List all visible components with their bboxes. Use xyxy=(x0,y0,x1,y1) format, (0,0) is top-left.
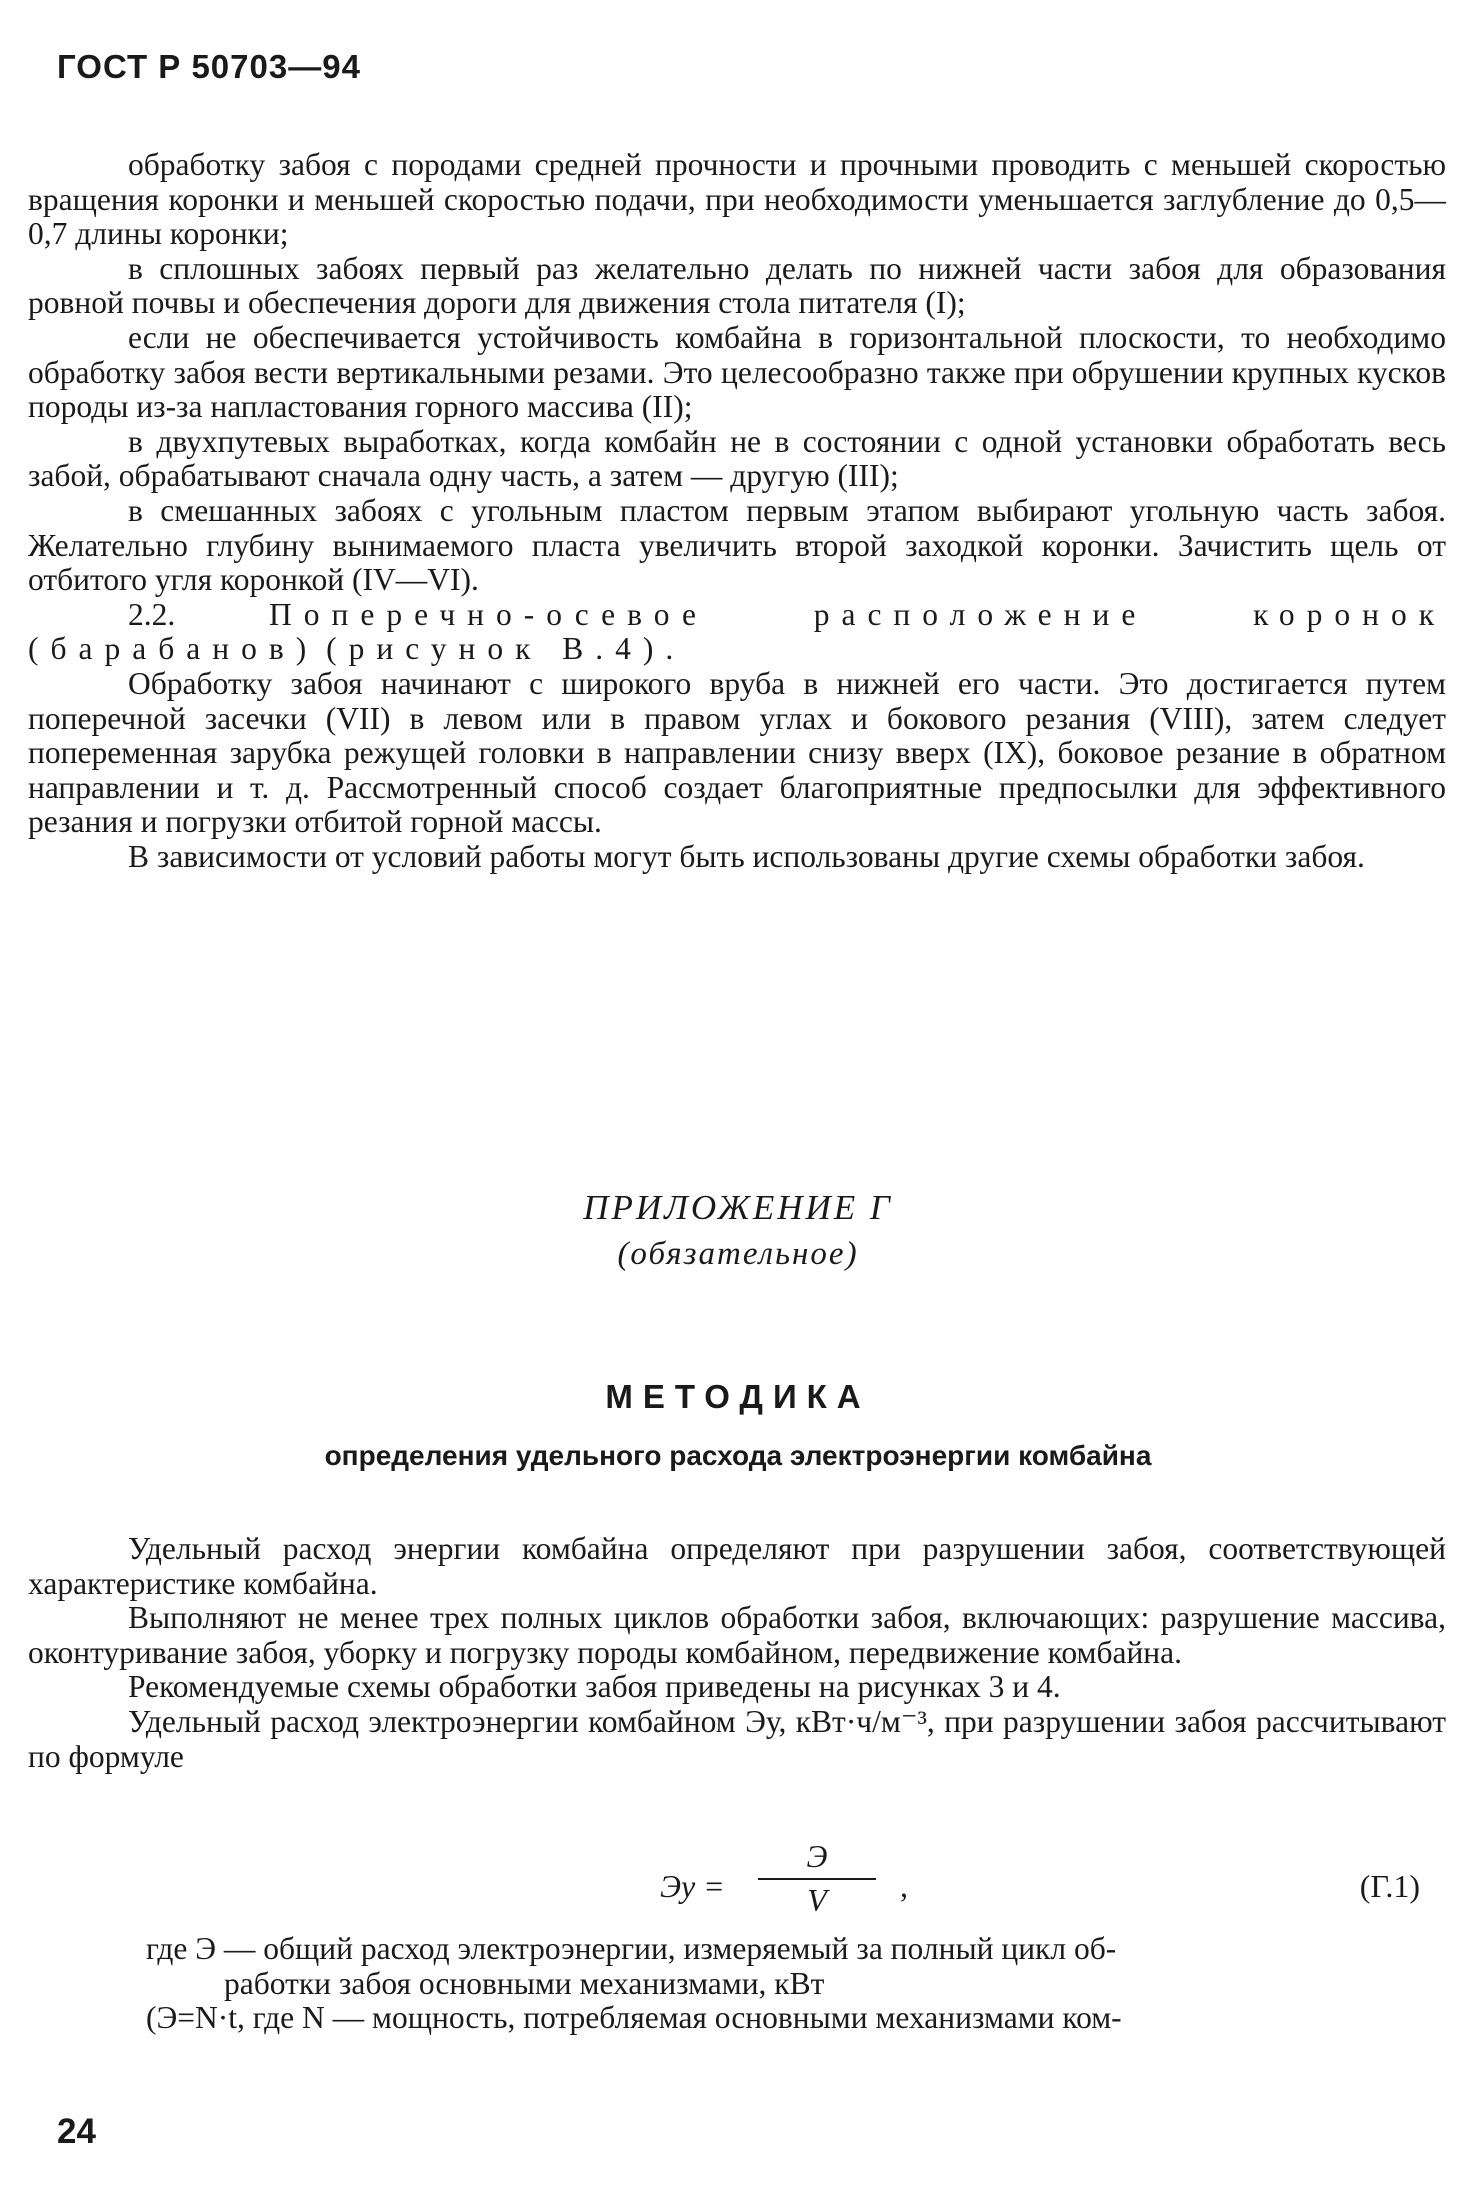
formula-lhs: Эу = xyxy=(660,1868,725,1904)
where-line-3: (Э=N·t, где N — мощность, потребляемая основными механизмами ком- xyxy=(146,2000,1122,2036)
paragraph: Обработку забоя начинают с широкого вруба в нижней его части. Это достигается путем поперечной засечки (VII) в левом или в правом углах и бокового резания (VIII), затем следует попеременная зарубка режущей головки в направлении снизу вверх (IX), боковое резание в обратном направлении и т. д. Рассмотренный способ создает благоприятные предпосылки для эффективного резания и погрузки отбитой горной массы. xyxy=(28,665,1446,840)
body-text-method xyxy=(28,1532,1446,1774)
formula-fraction xyxy=(752,1838,882,1919)
method-subtitle: определения удельного расхода электроэнергии комбайна xyxy=(324,1440,1152,1471)
section-heading-2-2 xyxy=(28,598,1446,667)
method-title: МЕТОДИКА xyxy=(605,1378,871,1415)
fraction-bar xyxy=(758,1878,876,1880)
formula-denominator: V xyxy=(807,1882,827,1918)
formula-numerator: Э xyxy=(806,1838,828,1874)
paragraph: в двухпутевых выработках, когда комбайн не в состоянии с одной установки обработать весь забой, обрабатывают сначала одну часть, а затем — другую (III); xyxy=(28,423,1446,494)
paragraph: Выполняют не менее трех полных циклов обработки забоя, включающих: разрушение массива, оконтуривание забоя, уборку и погрузку породы комбайном, передвижение комбайна. xyxy=(28,1600,1446,1670)
page-number: 24 xyxy=(57,2112,96,2151)
paragraph: Удельный расход электроэнергии комбайном Эу, кВт·ч/м⁻³, при разрушении забоя рассчитывают по формуле xyxy=(28,1703,1446,1774)
paragraph: Удельный расход энергии комбайна определяют при разрушении забоя, соответствующей характеристике комбайна. xyxy=(28,1531,1446,1601)
document-header: ГОСТ Р 50703—94 xyxy=(57,48,361,85)
section-number: 2.2. xyxy=(128,596,176,632)
formula-explanation xyxy=(28,1932,1446,2036)
paragraph: если не обеспечивается устойчивость комбайна в горизонтальной плоскости, то необходимо обработку забоя вести вертикальными резами. Это целесообразно также при обрушении крупных кусков породы из-за напластования горного массива (II); xyxy=(28,319,1446,425)
paragraph: Рекомендуемые схемы обработки забоя приведены на рисунках 3 и 4. xyxy=(128,1669,1061,1705)
where-line-1: где Э — общий расход электроэнергии, измеряемый за полный цикл об- xyxy=(146,1931,1117,1966)
formula-comma: , xyxy=(900,1868,908,1904)
appendix-title: ПРИЛОЖЕНИЕ Г xyxy=(583,1188,893,1227)
formula-g1 xyxy=(660,1838,1420,1928)
where-line-2: работки забоя основными механизмами, кВт xyxy=(224,1965,825,2001)
appendix-subtitle: (обязательное) xyxy=(617,1236,859,1272)
section-figure-ref: (рисунок В.4). xyxy=(326,631,686,667)
section-title: Поперечно-осевое расположение коронок (барабанов) xyxy=(28,596,1446,667)
formula-number: (Г.1) xyxy=(1359,1868,1420,1904)
paragraph: В зависимости от условий работы могут быть использованы другие схемы обработки забоя. xyxy=(128,838,1365,874)
body-text-top xyxy=(28,148,1446,874)
paragraph: обработку забоя с породами средней прочности и прочными проводить с меньшей скоростью вращения коронки и меньшей скоростью подачи, при необходимости уменьшается заглубление до 0,5—0,7 длины коронки; xyxy=(28,147,1446,252)
paragraph: в сплошных забоях первый раз желательно делать по нижней части забоя для образования ровной почвы и обеспечения дороги для движения стола питателя (I); xyxy=(28,250,1446,321)
paragraph: в смешанных забоях с угольным пластом первым этапом выбирают угольную часть забоя. Желательно глубину вынимаемого пласта увеличить второй заходкой коронки. Зачистить щель от отбитого угля коронкой (IV—VI). xyxy=(28,492,1446,598)
